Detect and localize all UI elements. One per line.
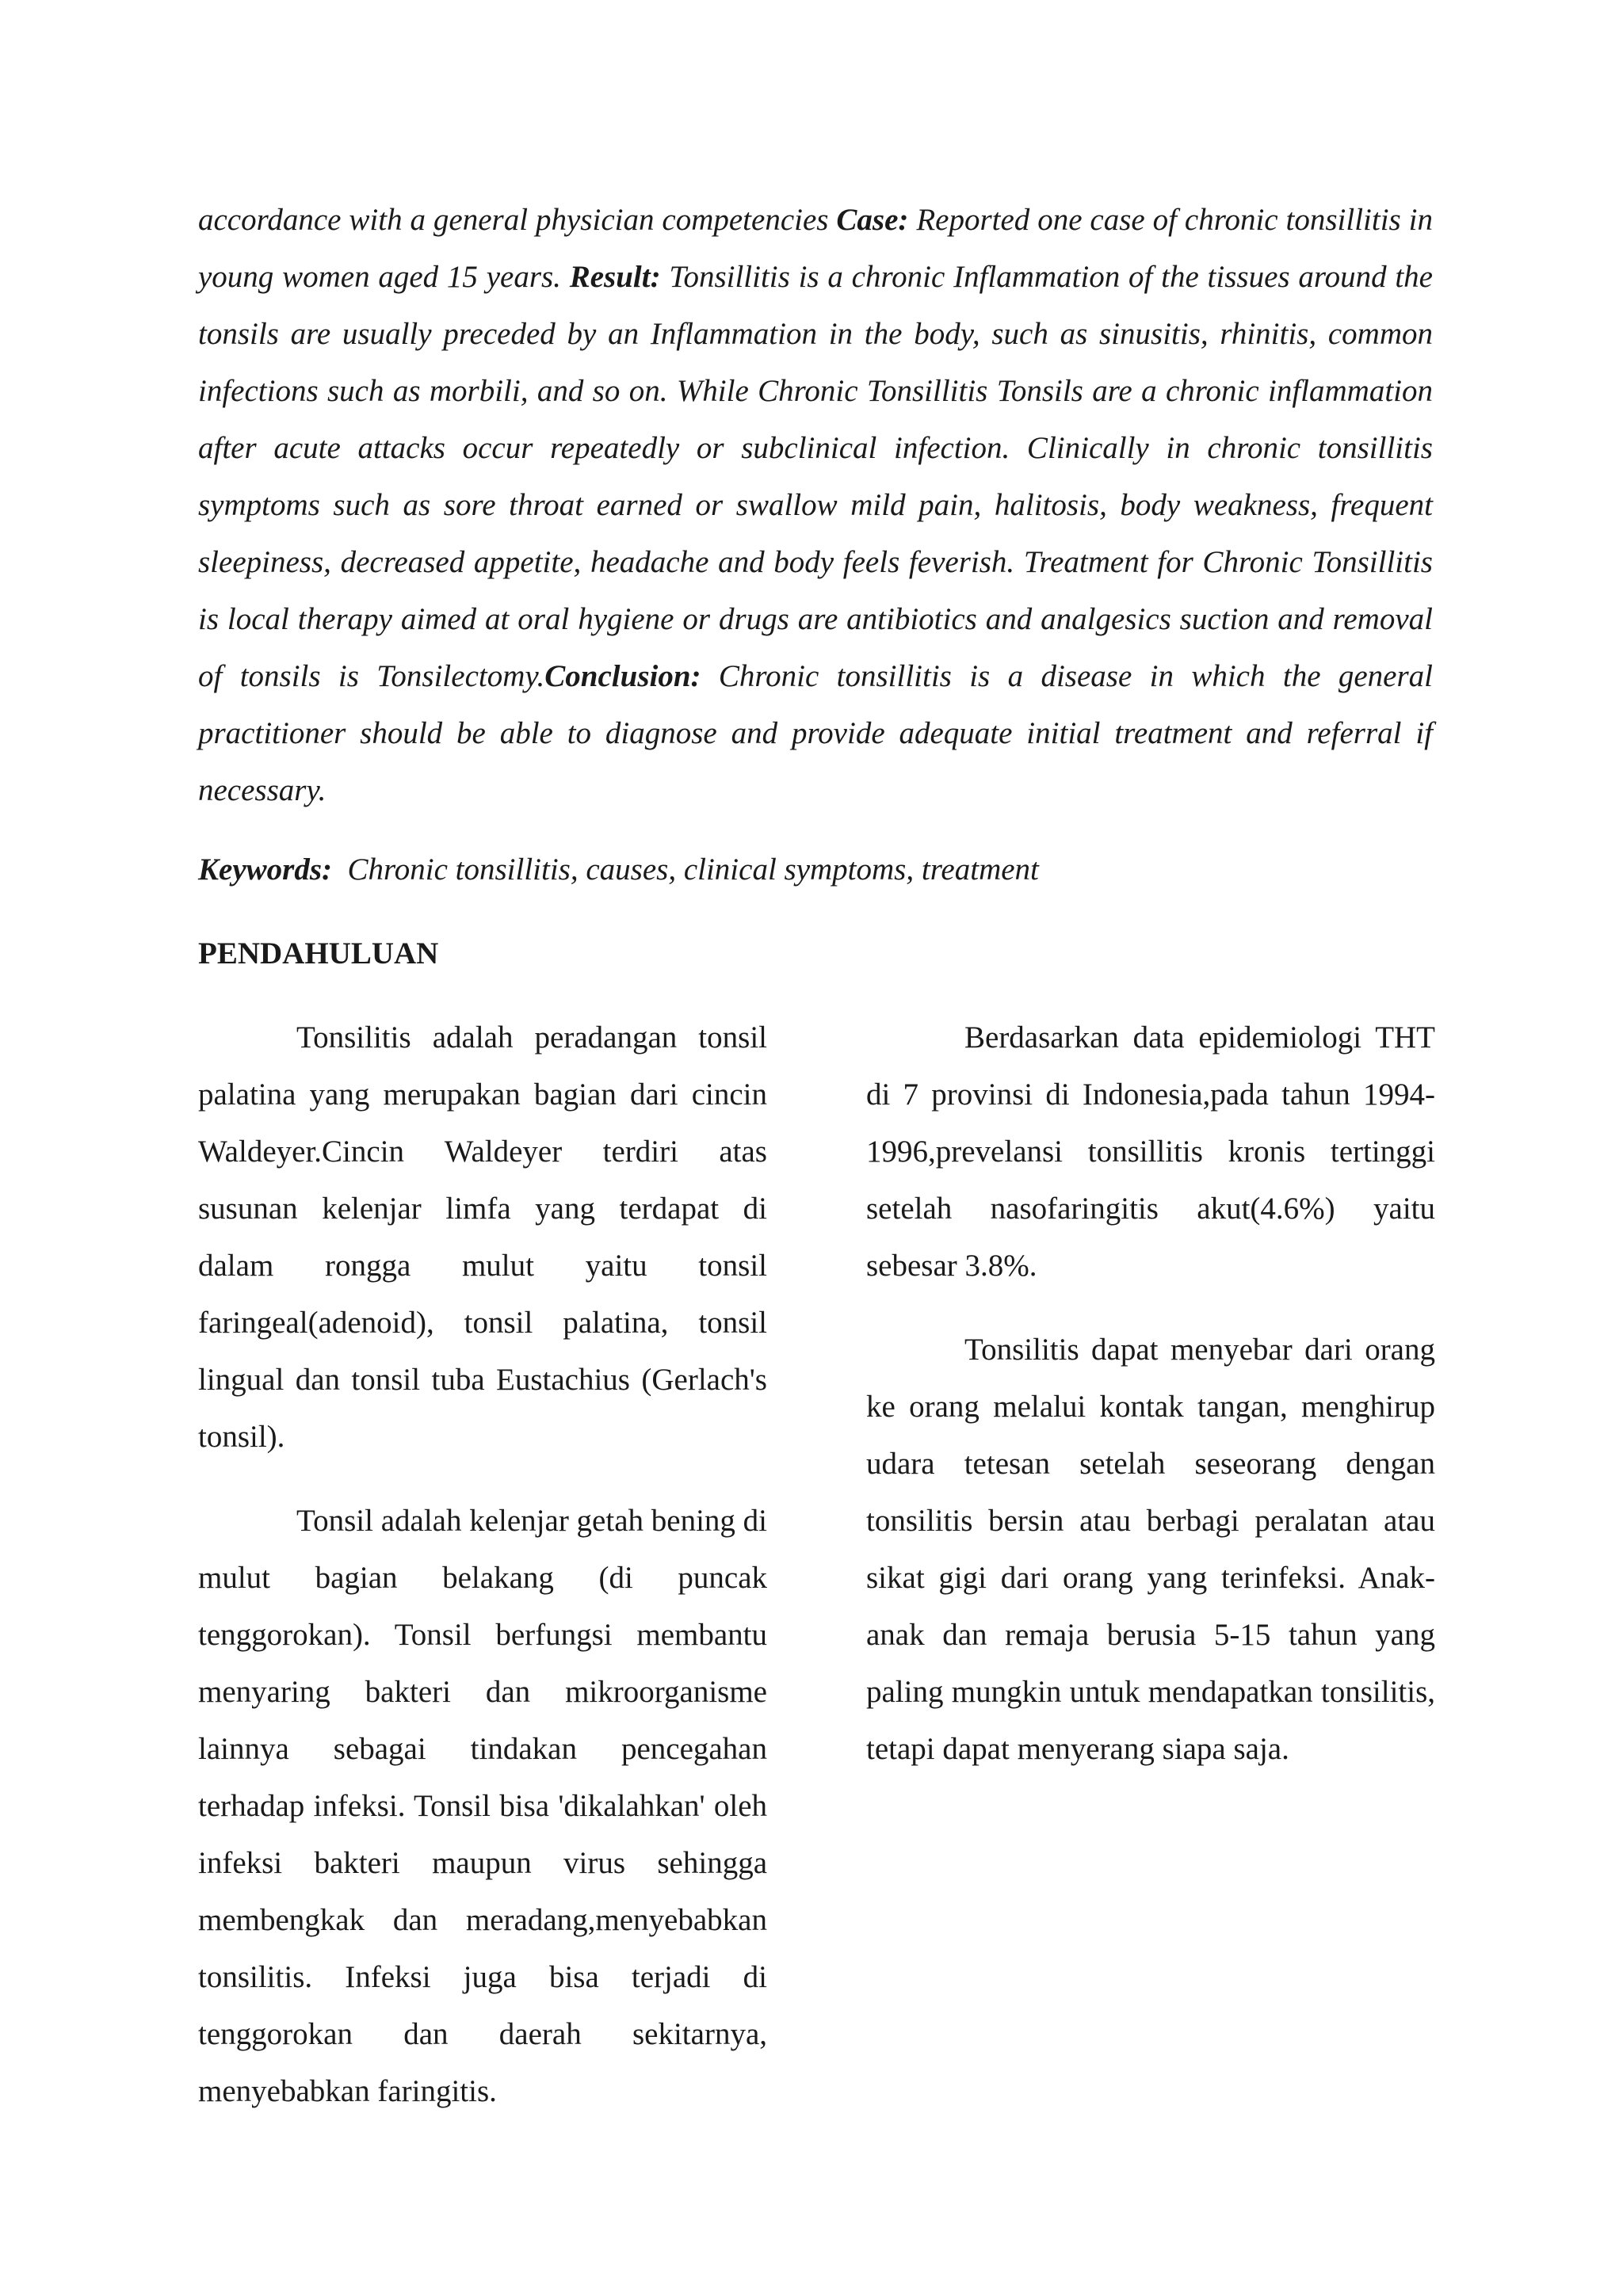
- right-column: [866, 1009, 1435, 1805]
- conclusion-text: Chronic tonsillitis is a disease in which the general practitioner should be able to diagnose and provide adequate initial treatment and referral if necessary.: [198, 659, 1433, 807]
- result-label: Result:: [569, 260, 661, 294]
- right-paragraph-2: Tonsilitis dapat menyebar dari orang ke orang melalui kontak tangan, menghirup udara tetesan setelah seseorang dengan tonsilitis bersin atau berbagi peralatan atau sikat gigi dari orang yang terinfeksi. Anak-anak dan remaja berusia 5-15 tahun yang paling mungkin untuk mendapatkan tonsilitis, tetapi dapat menyerang siapa saja.: [866, 1333, 1435, 1766]
- left-paragraph-2: Tonsil adalah kelenjar getah bening di mulut bagian belakang (di puncak tenggorokan). Tonsil berfungsi membantu menyaring bakteri dan mikroorganisme lainnya sebagai tindakan pencegahan terhadap infeksi. Tonsil bisa 'dikalahkan' oleh infeksi bakteri maupun virus sehingga membengkak dan meradang,menyebabkan tonsilitis. Infeksi juga bisa terjadi di tenggorokan dan daerah sekitarnya, menyebabkan faringitis.: [198, 1504, 767, 2108]
- case-label: Case:: [836, 203, 909, 237]
- keywords-label: Keywords:: [198, 852, 332, 887]
- keywords-text: Chronic tonsillitis, causes, clinical symptoms, treatment: [332, 852, 1039, 887]
- case-text: Reported one case of chronic tonsillitis in young women aged 15 years.: [198, 203, 1433, 294]
- keywords-line: [198, 841, 1433, 898]
- abstract-intro-text: accordance with a general physician competencies: [198, 203, 837, 237]
- left-column: [198, 1009, 767, 2147]
- section-heading-pendahuluan: PENDAHULUAN: [198, 936, 439, 971]
- abstract-paragraph: [198, 192, 1433, 819]
- conclusion-label: Conclusion:: [544, 659, 701, 693]
- right-paragraph-1: Berdasarkan data epidemiologi THT di 7 provinsi di Indonesia,pada tahun 1994-1996,prevelansi tonsillitis kronis tertinggi setelah nasofaringitis akut(4.6%) yaitu sebesar 3.8%.: [866, 1020, 1435, 1283]
- result-text: Tonsillitis is a chronic Inflammation of the tissues around the tonsils are usually preceded by an Inflammation in the body, such as sinusitis, rhinitis, common infections such as morbili, and so on. While Chronic Tonsillitis Tonsils are a chronic inflammation after acute attacks occur repeatedly or subclinical infection. Clinically in chronic tonsillitis symptoms such as sore throat earned or swallow mild pain, halitosis, body weakness, frequent sleepiness, decreased appetite, headache and body feels feverish. Treatment for Chronic Tonsillitis is local therapy aimed at oral hygiene or drugs are antibiotics and analgesics suction and removal of tonsils is Tonsilectomy.: [198, 260, 1433, 693]
- left-paragraph-1: Tonsilitis adalah peradangan tonsil palatina yang merupakan bagian dari cincin Waldeyer.Cincin Waldeyer terdiri atas susunan kelenjar limfa yang terdapat di dalam rongga mulut yaitu tonsil faringeal(adenoid), tonsil palatina, tonsil lingual dan tonsil tuba Eustachius (Gerlach's tonsil).: [198, 1020, 767, 1454]
